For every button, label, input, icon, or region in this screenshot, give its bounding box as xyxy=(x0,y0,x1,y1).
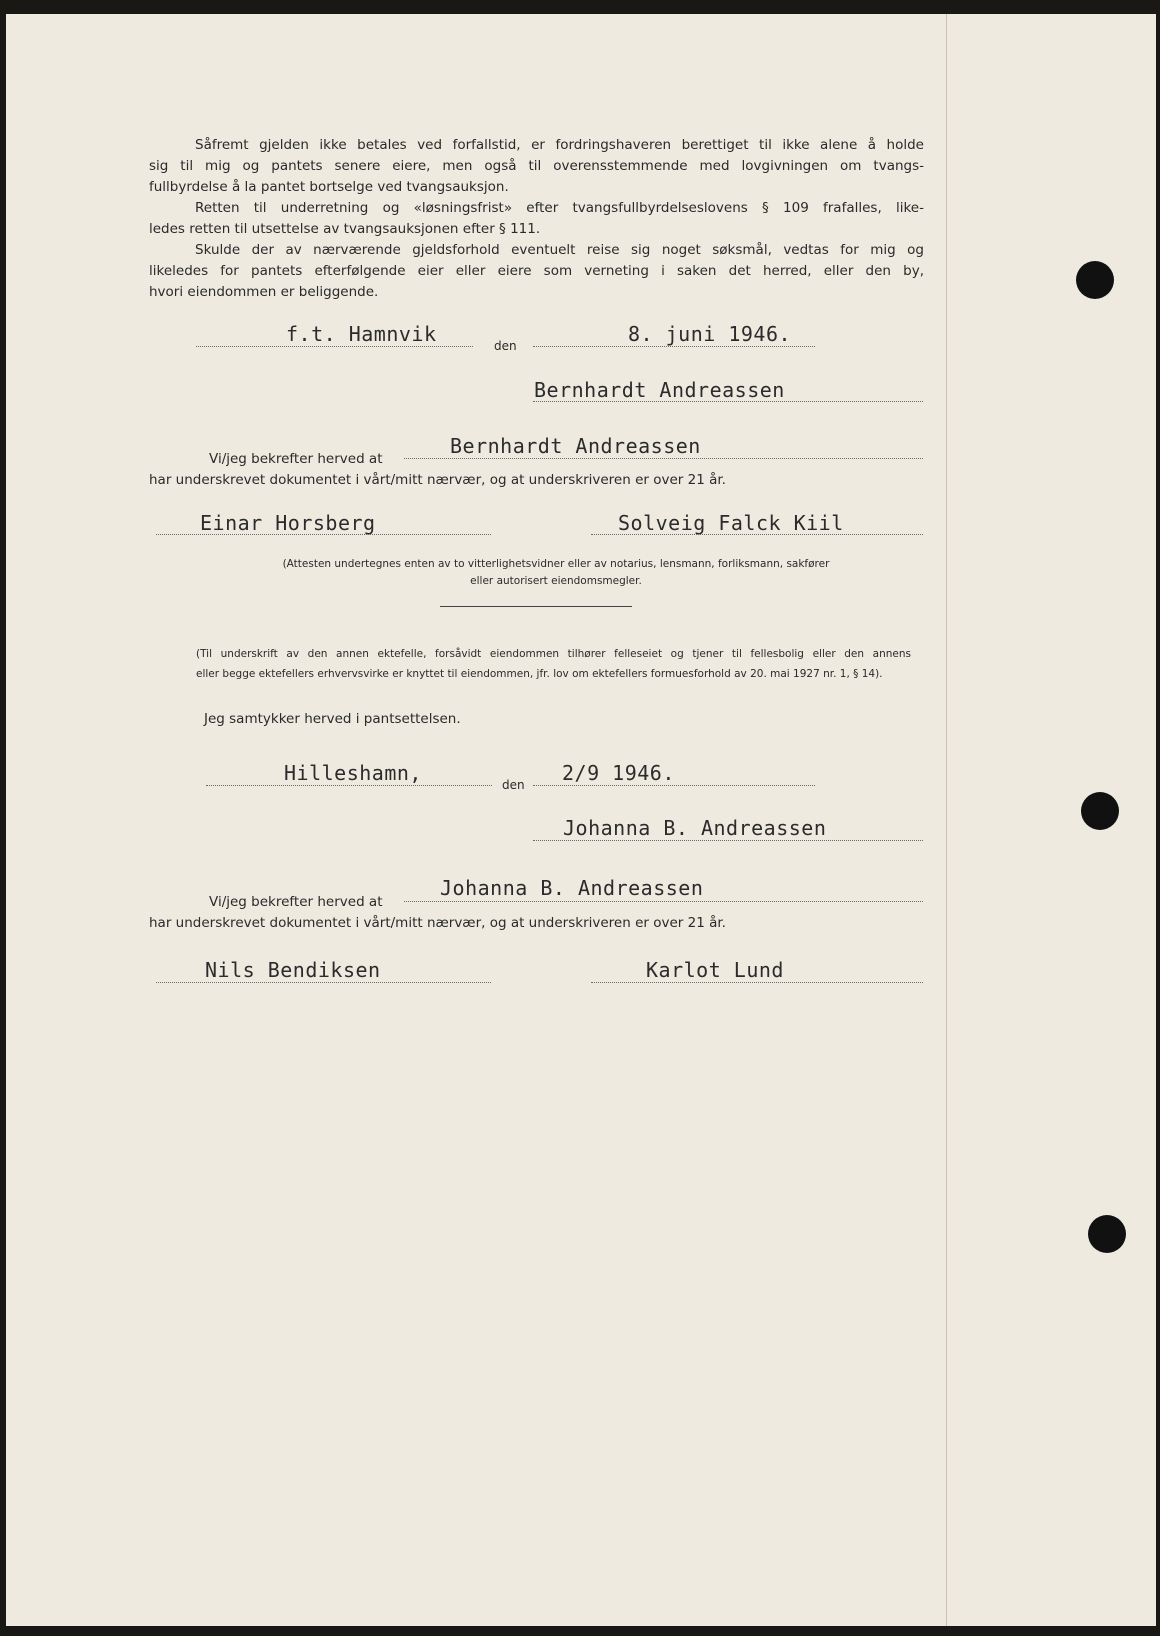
signer-name: Bernhardt Andreassen xyxy=(534,378,785,402)
witness-2-line xyxy=(591,534,923,535)
document-page xyxy=(6,14,1156,1626)
attest-prefix: Vi/jeg bekrefter herved at xyxy=(209,894,383,910)
attested-name: Bernhardt Andreassen xyxy=(450,434,701,458)
terms-line: sig til mig og pantets senere eiere, men også til overensstemmende med lovgivningen om tvangs- xyxy=(149,158,924,174)
page-fold-line xyxy=(946,14,947,1626)
witness-1-line xyxy=(156,534,491,535)
witness-1-line xyxy=(156,982,491,983)
witness-2: Karlot Lund xyxy=(646,958,784,982)
attested-name-line xyxy=(404,901,923,902)
signing-place: Hilleshamn, xyxy=(284,761,422,785)
binder-hole xyxy=(1081,792,1119,830)
binder-hole xyxy=(1088,1215,1126,1253)
attested-name-line xyxy=(404,458,923,459)
spouse-note-line: eller begge ektefellers erhvervsvirke er knyttet til eiendommen, jfr. lov om ektefellers formuesforhold av 20. mai 1927 nr. 1, § 14). xyxy=(196,668,883,680)
terms-line: ledes retten til utsettelse av tvangsauksjonen efter § 111. xyxy=(149,221,541,237)
place-line xyxy=(196,346,473,347)
witness-1: Einar Horsberg xyxy=(200,511,376,535)
notary-signature-line xyxy=(440,606,632,607)
signing-date: 8. juni 1946. xyxy=(628,322,792,346)
witness-2-line xyxy=(591,982,923,983)
date-line xyxy=(533,785,815,786)
witness-1: Nils Bendiksen xyxy=(205,958,381,982)
terms-line: Retten til underretning og «løsningsfrist» efter tvangsfullbyrdelseslovens § 109 frafalles, like- xyxy=(195,200,924,216)
terms-line: likeledes for pantets efterfølgende eier eller eiere som verneting i saken det herred, eller den by, xyxy=(149,263,924,279)
den-label: den xyxy=(502,778,525,792)
terms-line: fullbyrdelse å la pantet bortselge ved tvangsauksjon. xyxy=(149,179,509,195)
attest-note-line: eller autorisert eiendomsmegler. xyxy=(470,575,642,587)
attested-name: Johanna B. Andreassen xyxy=(440,876,704,900)
signing-date: 2/9 1946. xyxy=(562,761,675,785)
terms-line: Skulde der av nærværende gjeldsforhold eventuelt reise sig noget søksmål, vedtas for mig og xyxy=(195,242,924,258)
consent-text: Jeg samtykker herved i pantsettelsen. xyxy=(204,711,461,727)
date-line xyxy=(533,346,815,347)
attest-statement: har underskrevet dokumentet i vårt/mitt nærvær, og at underskriveren er over 21 år. xyxy=(149,915,726,931)
spouse-note-line: (Til underskrift av den annen ektefelle, forsåvidt eiendommen tilhører felleseiet og tjener til fellesbolig eller den annens xyxy=(196,648,911,660)
attest-note-line: (Attesten undertegnes enten av to vitterlighetsvidner eller av notarius, lensmann, forliksmann, sakfører xyxy=(282,558,830,570)
signing-place: f.t. Hamnvik xyxy=(286,322,437,346)
signer-line xyxy=(533,840,923,841)
signer-name: Johanna B. Andreassen xyxy=(563,816,827,840)
attest-statement: har underskrevet dokumentet i vårt/mitt nærvær, og at underskriveren er over 21 år. xyxy=(149,472,726,488)
den-label: den xyxy=(494,339,517,353)
binder-hole xyxy=(1076,261,1114,299)
place-line xyxy=(206,785,492,786)
signer-line xyxy=(533,401,923,402)
attest-prefix: Vi/jeg bekrefter herved at xyxy=(209,451,383,467)
attest-note xyxy=(196,556,916,590)
witness-2: Solveig Falck Kiil xyxy=(618,511,844,535)
terms-line: Såfremt gjelden ikke betales ved forfallstid, er fordringshaveren berettiget til ikke alene å holde xyxy=(195,137,924,153)
terms-line: hvori eiendommen er beliggende. xyxy=(149,284,379,300)
